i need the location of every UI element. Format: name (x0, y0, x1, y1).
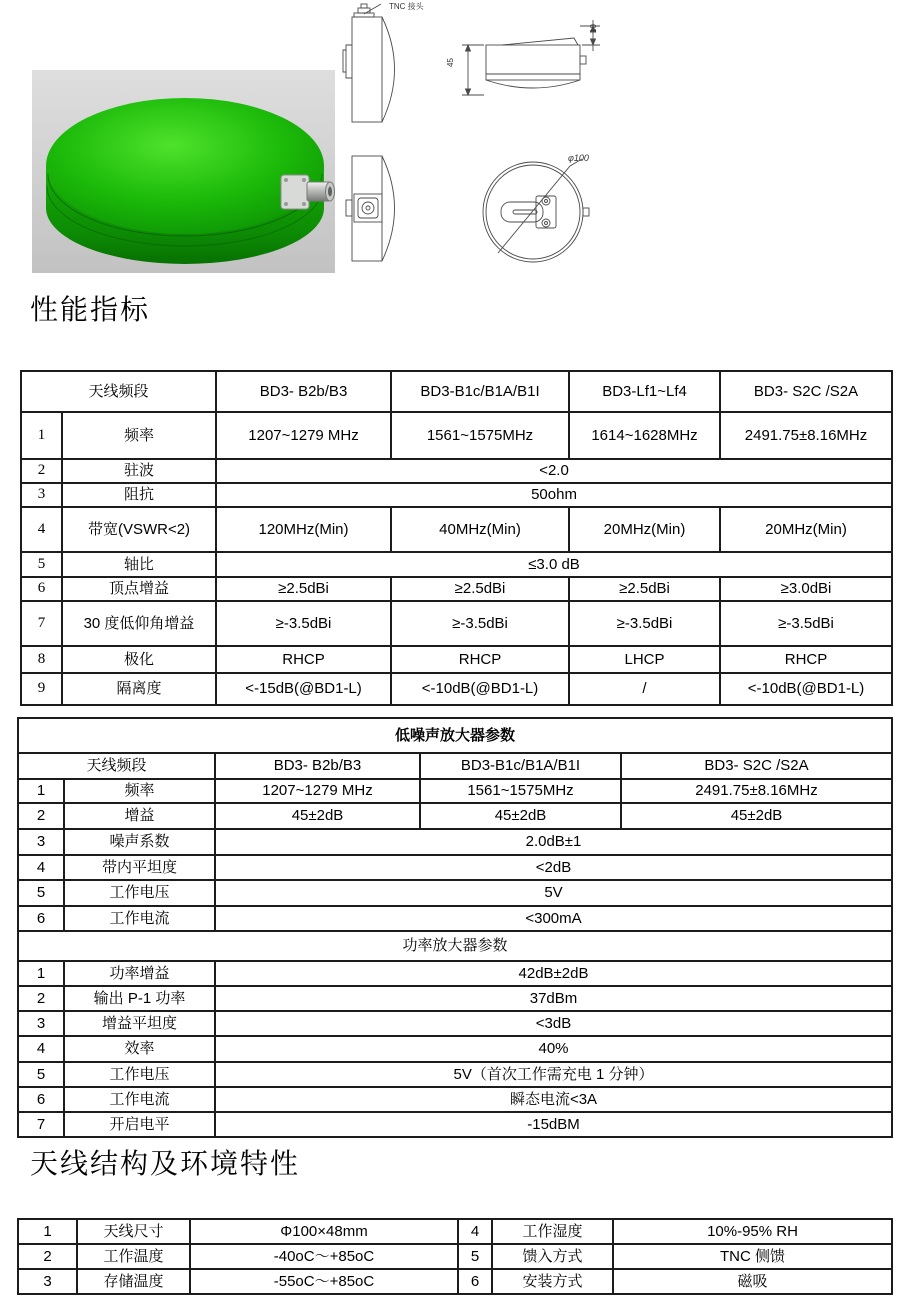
row-number: 9 (21, 673, 62, 705)
row-number: 7 (21, 601, 62, 646)
spec-value: 42dB±2dB (215, 961, 892, 986)
spec-label: 效率 (64, 1036, 215, 1062)
spec-value: <2dB (215, 855, 892, 880)
spec-value: 10%-95% RH (613, 1219, 892, 1244)
spec-label: 存储温度 (77, 1269, 190, 1294)
spec-value: <2.0 (216, 459, 892, 483)
spec-label: 增益平坦度 (64, 1011, 215, 1036)
spec-value: -15dBM (215, 1112, 892, 1137)
spec-label: 驻波 (62, 459, 216, 483)
spec-value: 2491.75±8.16MHz (720, 412, 892, 459)
spec-label: 安装方式 (492, 1269, 613, 1294)
spec-value: 40% (215, 1036, 892, 1062)
spec-label: 输出 P-1 功率 (64, 986, 215, 1011)
spec-value: 1561~1575MHz (420, 779, 621, 803)
spec-value: 120MHz(Min) (216, 507, 391, 552)
column-header: BD3- S2C /S2A (621, 753, 892, 779)
spec-value: Φ100×48mm (190, 1219, 458, 1244)
spec-value: ≥-3.5dBi (720, 601, 892, 646)
spec-label: 开启电平 (64, 1112, 215, 1137)
spec-label: 馈入方式 (492, 1244, 613, 1269)
spec-value: <-15dB(@BD1-L) (216, 673, 391, 705)
column-header: BD3- B2b/B3 (216, 371, 391, 412)
spec-label: 增益 (64, 803, 215, 829)
spec-value: 1207~1279 MHz (216, 412, 391, 459)
column-header: 天线频段 (18, 753, 215, 779)
lna-section-title: 低噪声放大器参数 (18, 718, 892, 753)
side-profile-dimension-drawing (450, 18, 608, 113)
spec-label: 频率 (62, 412, 216, 459)
spec-value: 1207~1279 MHz (215, 779, 420, 803)
row-number: 6 (21, 577, 62, 601)
spec-label: 带宽(VSWR<2) (62, 507, 216, 552)
row-number: 1 (21, 412, 62, 459)
spec-value: / (569, 673, 720, 705)
spec-value: 1561~1575MHz (391, 412, 569, 459)
spec-value: ≥-3.5dBi (569, 601, 720, 646)
spec-value: TNC 侧馈 (613, 1244, 892, 1269)
amplifier-table (17, 717, 893, 1138)
top-view-dimension-drawing (478, 150, 610, 270)
spec-label: 带内平坦度 (64, 855, 215, 880)
lip-dimension-label: 10 (588, 24, 598, 33)
row-number: 1 (18, 779, 64, 803)
environment-table (17, 1218, 893, 1295)
spec-value: RHCP (720, 646, 892, 673)
spec-label: 天线尺寸 (77, 1219, 190, 1244)
spec-label: 工作温度 (77, 1244, 190, 1269)
spec-value: 1614~1628MHz (569, 412, 720, 459)
row-number: 7 (18, 1112, 64, 1137)
spec-value: 45±2dB (215, 803, 420, 829)
row-number: 5 (458, 1244, 492, 1269)
side-view-connector-drawing (336, 148, 414, 273)
spec-label: 噪声系数 (64, 829, 215, 855)
spec-label: 频率 (64, 779, 215, 803)
tnc-connector-label: TNC 接头 (389, 2, 424, 11)
spec-value: ≥2.5dBi (216, 577, 391, 601)
spec-value: <300mA (215, 906, 892, 931)
row-number: 3 (18, 829, 64, 855)
spec-value: -55oC～+85oC (190, 1269, 458, 1294)
spec-value: 5V (215, 880, 892, 906)
spec-value: RHCP (216, 646, 391, 673)
spec-value: ≥2.5dBi (569, 577, 720, 601)
spec-label: 工作湿度 (492, 1219, 613, 1244)
performance-heading: 性能指标 (30, 294, 151, 325)
spec-label: 阻抗 (62, 483, 216, 507)
row-number: 4 (18, 855, 64, 880)
row-number: 3 (18, 1269, 77, 1294)
row-number: 6 (18, 1087, 64, 1112)
column-header: BD3- B2b/B3 (215, 753, 420, 779)
spec-value: 37dBm (215, 986, 892, 1011)
row-number: 2 (18, 1244, 77, 1269)
spec-label: 30 度低仰角增益 (62, 601, 216, 646)
spec-value: ≥-3.5dBi (216, 601, 391, 646)
row-number: 4 (21, 507, 62, 552)
spec-label: 轴比 (62, 552, 216, 577)
row-number: 4 (458, 1219, 492, 1244)
spec-value: <-10dB(@BD1-L) (391, 673, 569, 705)
row-number: 2 (21, 459, 62, 483)
spec-label: 极化 (62, 646, 216, 673)
spec-value: <-10dB(@BD1-L) (720, 673, 892, 705)
spec-label: 工作电流 (64, 1087, 215, 1112)
spec-value: 20MHz(Min) (569, 507, 720, 552)
row-number: 2 (18, 986, 64, 1011)
spec-value: 2.0dB±1 (215, 829, 892, 855)
spec-value: 45±2dB (420, 803, 621, 829)
spec-value: ≥-3.5dBi (391, 601, 569, 646)
spec-value: RHCP (391, 646, 569, 673)
green-antenna-render (32, 70, 335, 273)
row-number: 8 (21, 646, 62, 673)
spec-value: 45±2dB (621, 803, 892, 829)
column-header: BD3-Lf1~Lf4 (569, 371, 720, 412)
spec-value: 50ohm (216, 483, 892, 507)
spec-value: -40oC～+85oC (190, 1244, 458, 1269)
product-photo (32, 70, 335, 273)
row-number: 5 (21, 552, 62, 577)
structure-heading: 天线结构及环境特性 (30, 1148, 301, 1179)
spec-label: 工作电压 (64, 1062, 215, 1087)
spec-label: 工作电压 (64, 880, 215, 906)
column-header: BD3-B1c/B1A/B1I (391, 371, 569, 412)
spec-label: 隔离度 (62, 673, 216, 705)
spec-value: ≥2.5dBi (391, 577, 569, 601)
side-view-top-drawing (336, 0, 414, 142)
row-number: 4 (18, 1036, 64, 1062)
column-header: 天线频段 (21, 371, 216, 412)
height-dimension-label: 45 (445, 58, 455, 67)
spec-label: 顶点增益 (62, 577, 216, 601)
spec-value: 40MHz(Min) (391, 507, 569, 552)
spec-value: LHCP (569, 646, 720, 673)
tnc-connector-photo (281, 175, 335, 209)
spec-value: 2491.75±8.16MHz (621, 779, 892, 803)
spec-value: 磁吸 (613, 1269, 892, 1294)
spec-value: 5V（首次工作需充电 1 分钟） (215, 1062, 892, 1087)
spec-label: 功率增益 (64, 961, 215, 986)
row-number: 6 (458, 1269, 492, 1294)
column-header: BD3-B1c/B1A/B1I (420, 753, 621, 779)
row-number: 5 (18, 1062, 64, 1087)
diameter-dimension-label: φ100 (568, 153, 589, 163)
row-number: 3 (21, 483, 62, 507)
row-number: 5 (18, 880, 64, 906)
spec-value: ≤3.0 dB (216, 552, 892, 577)
spec-value: <3dB (215, 1011, 892, 1036)
performance-table (20, 370, 893, 706)
row-number: 2 (18, 803, 64, 829)
spec-label: 工作电流 (64, 906, 215, 931)
column-header: BD3- S2C /S2A (720, 371, 892, 412)
row-number: 6 (18, 906, 64, 931)
spec-value: 瞬态电流<3A (215, 1087, 892, 1112)
pa-section-title: 功率放大器参数 (18, 931, 892, 961)
spec-value: 20MHz(Min) (720, 507, 892, 552)
row-number: 1 (18, 961, 64, 986)
row-number: 3 (18, 1011, 64, 1036)
row-number: 1 (18, 1219, 77, 1244)
spec-value: ≥3.0dBi (720, 577, 892, 601)
